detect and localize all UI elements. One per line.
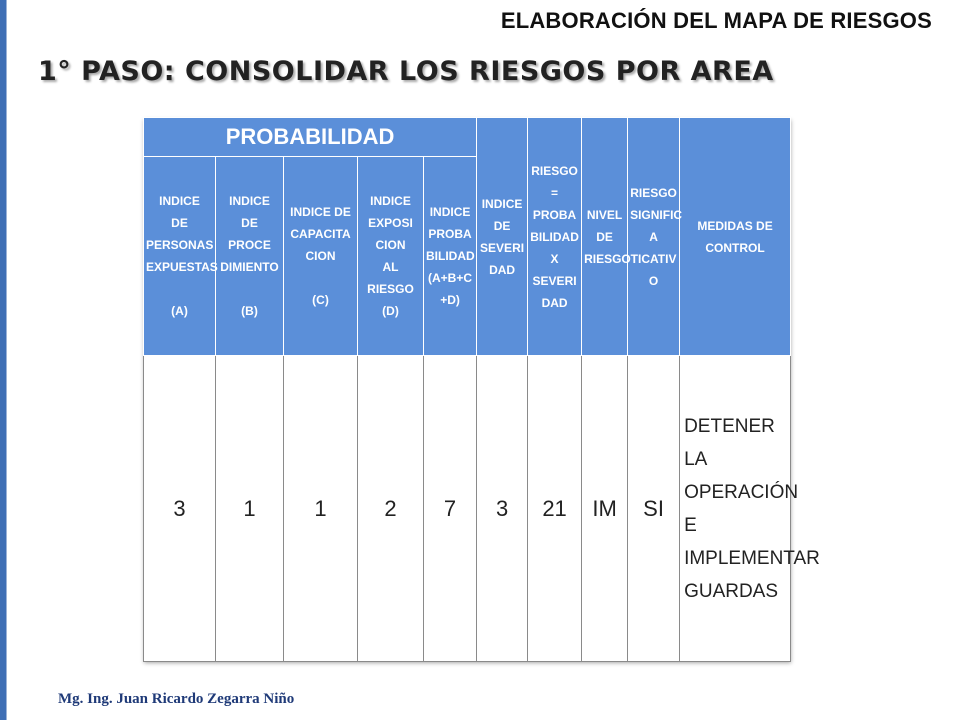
risk-table-container	[143, 117, 820, 660]
cell-probabilidad: 7	[424, 356, 477, 662]
column-header-capacitacion: INDICE DE CAPACITA CION (C)	[284, 157, 358, 356]
step-title: 1° PASO: CONSOLIDAR LOS RIESGOS POR AREA	[38, 56, 774, 87]
cell-exposicion: 2	[358, 356, 424, 662]
page-title: ELABORACIÓN DEL MAPA DE RIESGOS	[500, 8, 932, 33]
table-row	[144, 356, 791, 662]
column-header-exposicion: INDICE EXPOSI CION AL RIESGO (D)	[358, 157, 424, 356]
probabilidad-header: PROBABILIDAD	[144, 118, 477, 157]
cell-procedimiento: 1	[216, 356, 284, 662]
column-header-personas: INDICE DE PERSONAS EXPUESTAS (A)	[144, 157, 216, 356]
cell-medidas: DETENER LA OPERACIÓN E IMPLEMENTAR GUARDAS	[680, 356, 791, 662]
cell-riesgo: 21	[528, 356, 582, 662]
cell-severidad: 3	[477, 356, 528, 662]
left-accent-line	[6, 0, 7, 720]
cell-nivel: IM	[582, 356, 628, 662]
column-header-probabilidad: INDICE PROBA BILIDAD (A+B+C +D)	[424, 157, 477, 356]
column-header-nivel: NIVEL DE RIESGO	[582, 118, 628, 356]
column-header-medidas: MEDIDAS DE CONTROL	[680, 118, 791, 356]
cell-significativo: SI	[628, 356, 680, 662]
cell-capacitacion: 1	[284, 356, 358, 662]
column-header-severidad: INDICE DE SEVERI DAD	[477, 118, 528, 356]
column-header-procedimiento: INDICE DE PROCE DIMIENTO (B)	[216, 157, 284, 356]
column-header-significativo: RIESGO SIGNIFIC A TICATIV O	[628, 118, 680, 356]
column-header-riesgo: RIESGO = PROBA BILIDAD X SEVERI DAD	[528, 118, 582, 356]
footer-author: Mg. Ing. Juan Ricardo Zegarra Niño	[58, 691, 295, 707]
cell-personas: 3	[144, 356, 216, 662]
risk-table	[143, 117, 820, 662]
